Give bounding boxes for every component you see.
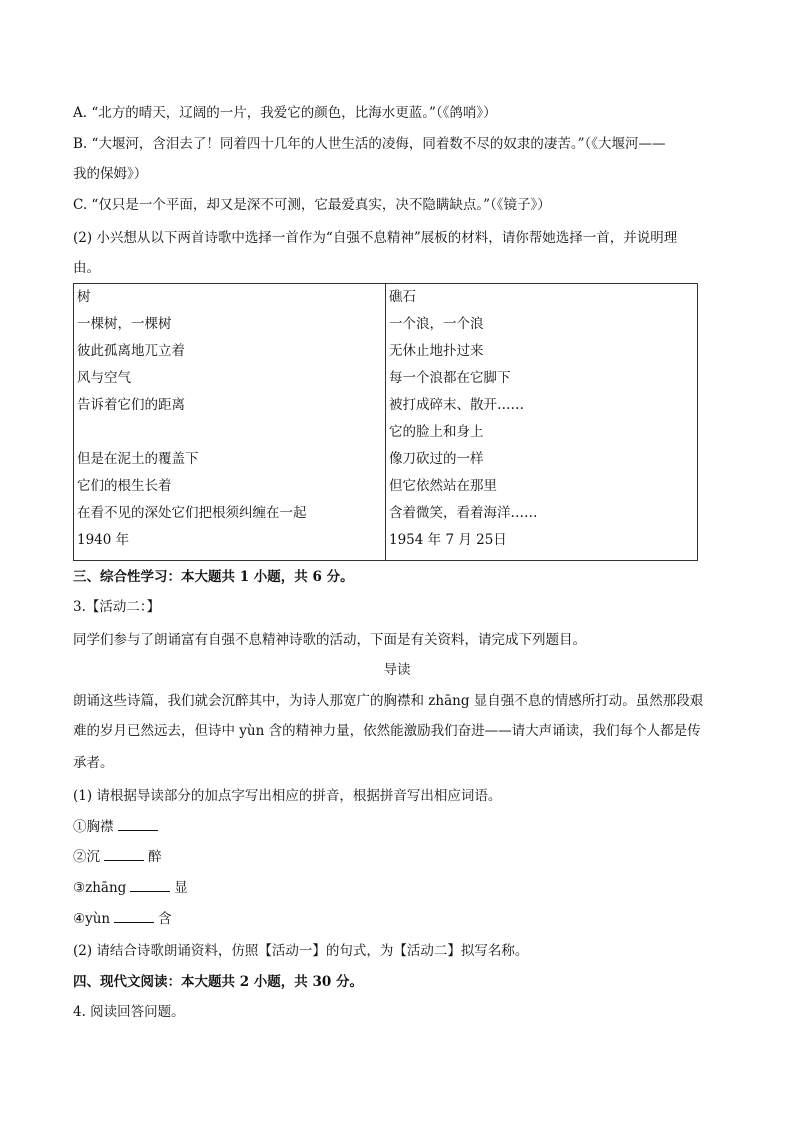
answer-blank[interactable] — [130, 879, 170, 892]
item-2 — [73, 848, 162, 866]
poem-right-line: 含着微笑，看着海洋…… — [389, 505, 538, 521]
answer-blank[interactable] — [104, 848, 144, 861]
item-4 — [73, 910, 172, 928]
poem-right-line: 一个浪，一个浪 — [389, 316, 484, 332]
section-3-heading: 三、综合性学习：本大题共 1 小题，共 6 分。 — [73, 569, 354, 585]
poem-left-line: 在看不见的深处它们把根须纠缠在一起 — [77, 505, 307, 521]
poem-left-line: 风与空气 — [77, 370, 131, 386]
poem-right-line: 无休止地扑过来 — [389, 343, 484, 359]
item-3-label: ③zhāng — [73, 880, 127, 896]
item-3-suffix: 显 — [174, 880, 188, 896]
poem-left-cell — [74, 284, 386, 561]
item-3 — [73, 879, 188, 897]
poem-left-line: 但是在泥土的覆盖下 — [77, 451, 199, 467]
option-a: A. “北方的晴天，辽阔的一片，我爱它的颜色，比海水更蓝。”（《鸽哨》） — [73, 105, 497, 121]
guide-line3: 承者。 — [73, 755, 114, 771]
guide-line2: 难的岁月已然远去，但诗中 yùn 含的精神力量，依然能激励我们奋进——请大声诵读，我们每个人都是传 — [73, 723, 701, 739]
sub-question-2: (2) 请结合诗歌朗诵资料，仿照【活动一】的句式，为【活动二】拟写名称。 — [73, 943, 529, 959]
answer-blank[interactable] — [118, 818, 158, 831]
poem-right-date: 1954 年 7 月 25日 — [389, 532, 507, 548]
poem-right-title: 礁石 — [389, 289, 416, 305]
poem-left-line: 告诉着它们的距离 — [77, 397, 185, 413]
item-4-suffix: 含 — [158, 911, 172, 927]
question-4: 4. 阅读回答问题。 — [73, 1004, 185, 1020]
poem-comparison-table — [73, 283, 698, 561]
question-2-line2: 由。 — [73, 260, 100, 276]
poem-left-line: 它们的根生长着 — [77, 478, 172, 494]
poem-left-line: 彼此孤离地兀立着 — [77, 343, 185, 359]
item-2-suffix: 醉 — [148, 849, 162, 865]
guide-title: 导读 — [383, 662, 411, 678]
option-c: C. “仅只是一个平面，却又是深不可测，它最爱真实，决不隐瞒缺点。”（《镜子》） — [73, 197, 551, 213]
poem-right-line: 它的脸上和身上 — [389, 424, 484, 440]
poem-left-title: 树 — [77, 289, 91, 305]
question-2-line1: (2) 小兴想从以下两首诗歌中选择一首作为“自强不息精神”展板的材料，请你帮她选择一首，并说明理 — [73, 230, 678, 246]
poem-right-line: 被打成碎末、散开…… — [389, 397, 524, 413]
sub-question-1: (1) 请根据导读部分的加点字写出相应的拼音，根据拼音写出相应词语。 — [73, 788, 502, 804]
item-1 — [73, 818, 162, 836]
poem-left-line: 一棵树，一棵树 — [77, 316, 172, 332]
question-3-label: 3.【活动二：】 — [73, 599, 161, 615]
item-2-label: ②沉 — [73, 849, 100, 865]
poem-left-date: 1940 年 — [77, 532, 130, 548]
option-b-line2: 我的保姆》） — [73, 166, 148, 182]
answer-blank[interactable] — [114, 910, 154, 923]
guide-line1: 朗诵这些诗篇，我们就会沉醉其中，为诗人那宽广的胸襟和 zhāng 显自强不息的情感所打动。虽然那段艰 — [73, 693, 704, 709]
item-4-label: ④yùn — [73, 911, 111, 927]
poem-right-cell — [386, 284, 698, 561]
section-4-heading: 四、现代文阅读：本大题共 2 小题，共 30 分。 — [73, 974, 363, 990]
poem-right-line: 每一个浪都在它脚下 — [389, 370, 511, 386]
item-1-label: ①胸襟 — [73, 819, 114, 835]
option-b-line1: B. “大堰河，含泪去了！同着四十几年的人世生活的凌侮，同着数不尽的奴隶的凄苦。”（《大堰河—— — [73, 136, 666, 152]
poem-right-line: 像刀砍过的一样 — [389, 451, 484, 467]
poem-right-line: 但它依然站在那里 — [389, 478, 497, 494]
question-3-intro: 同学们参与了朗诵富有自强不息精神诗歌的活动，下面是有关资料，请完成下列题目。 — [73, 632, 586, 648]
